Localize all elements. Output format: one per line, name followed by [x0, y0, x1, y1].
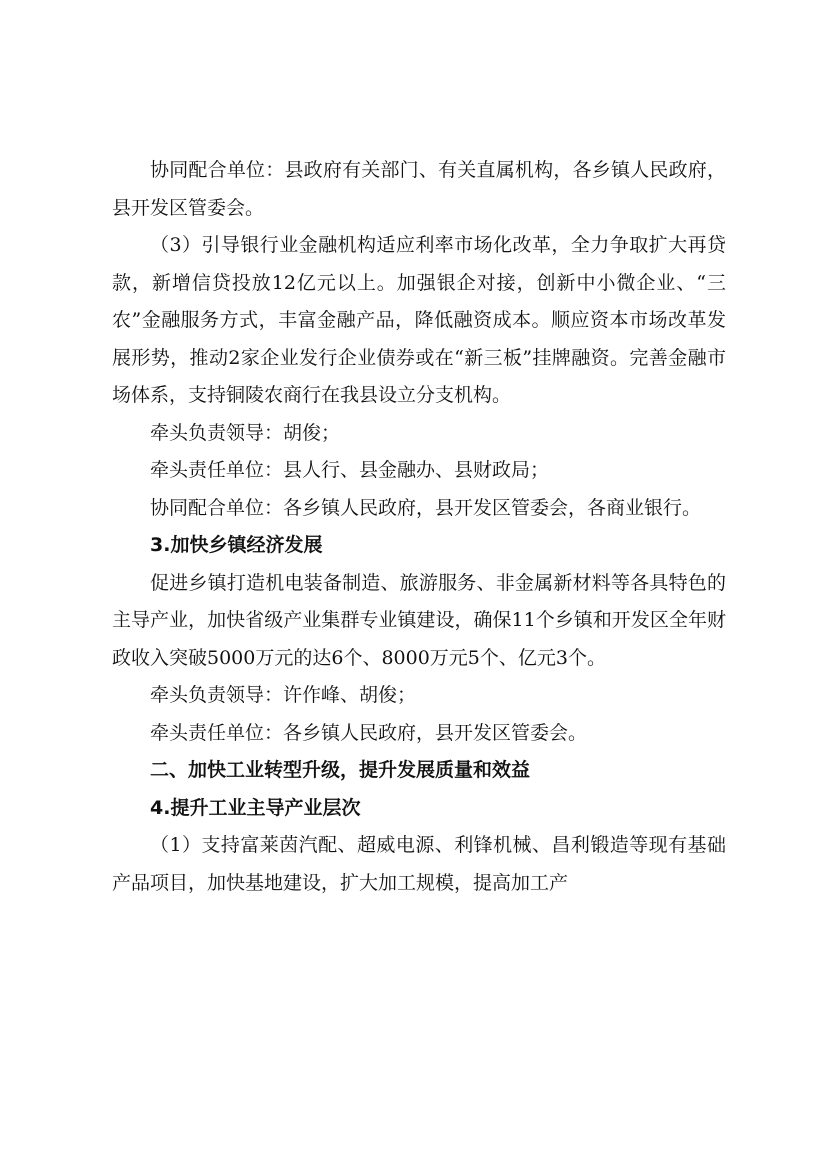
paragraph-coordinating-units-1: 协同配合单位：县政府有关部门、有关直属机构，各乡镇人民政府，县开发区管委会。 — [112, 159, 726, 219]
paragraph-item-1-projects: （1）支持富莱茵汽配、超威电源、利锋机械、昌利锻造等现有基础产品项目，加快基地建设，扩大加工规模，提高加工产 — [112, 834, 726, 894]
paragraph-lead-units-1: 牵头责任单位：县人行、县金融办、县财政局； — [150, 459, 550, 481]
paragraph-lead-units-2: 牵头责任单位：各乡镇人民政府，县开发区管委会。 — [150, 721, 588, 744]
paragraph-coordinating-units-2: 协同配合单位：各乡镇人民政府，县开发区管委会，各商业银行。 — [150, 496, 702, 519]
section-heading-industry: 二、加快工业转型升级，提升发展质量和效益 — [150, 759, 531, 781]
paragraph-township-development: 促进乡镇打造机电装备制造、旅游服务、非金属新材料等各具特色的主导产业，加快省级产业集群专业镇建设，确保11个乡镇和开发区全年财政收入突破5000万元的达6个、8000万元5个、亿元3个。 — [112, 571, 726, 669]
heading-industry-level: 4.提升工业主导产业层次 — [150, 796, 361, 819]
paragraph-lead-leader-2: 牵头负责领导：许作峰、胡俊； — [150, 684, 417, 706]
paragraph-lead-leader-1: 牵头负责领导：胡俊； — [150, 421, 341, 444]
paragraph-item-3-banking: （3）引导银行业金融机构适应利率市场化改革，全力争取扩大再贷款，新增信贷投放12亿元以上。加强银企对接，创新中小微企业、“三农”金融服务方式，丰富金融产品，降低融资成本。顺应资本市场改革发展形势，推动2家企业发行企业债券或在“新三板”挂牌融资。完善金融市场体系，支持铜陵农商行在我县设立分支机构。 — [112, 234, 726, 406]
document-body — [112, 152, 726, 902]
heading-township-economy: 3.加快乡镇经济发展 — [150, 534, 323, 556]
